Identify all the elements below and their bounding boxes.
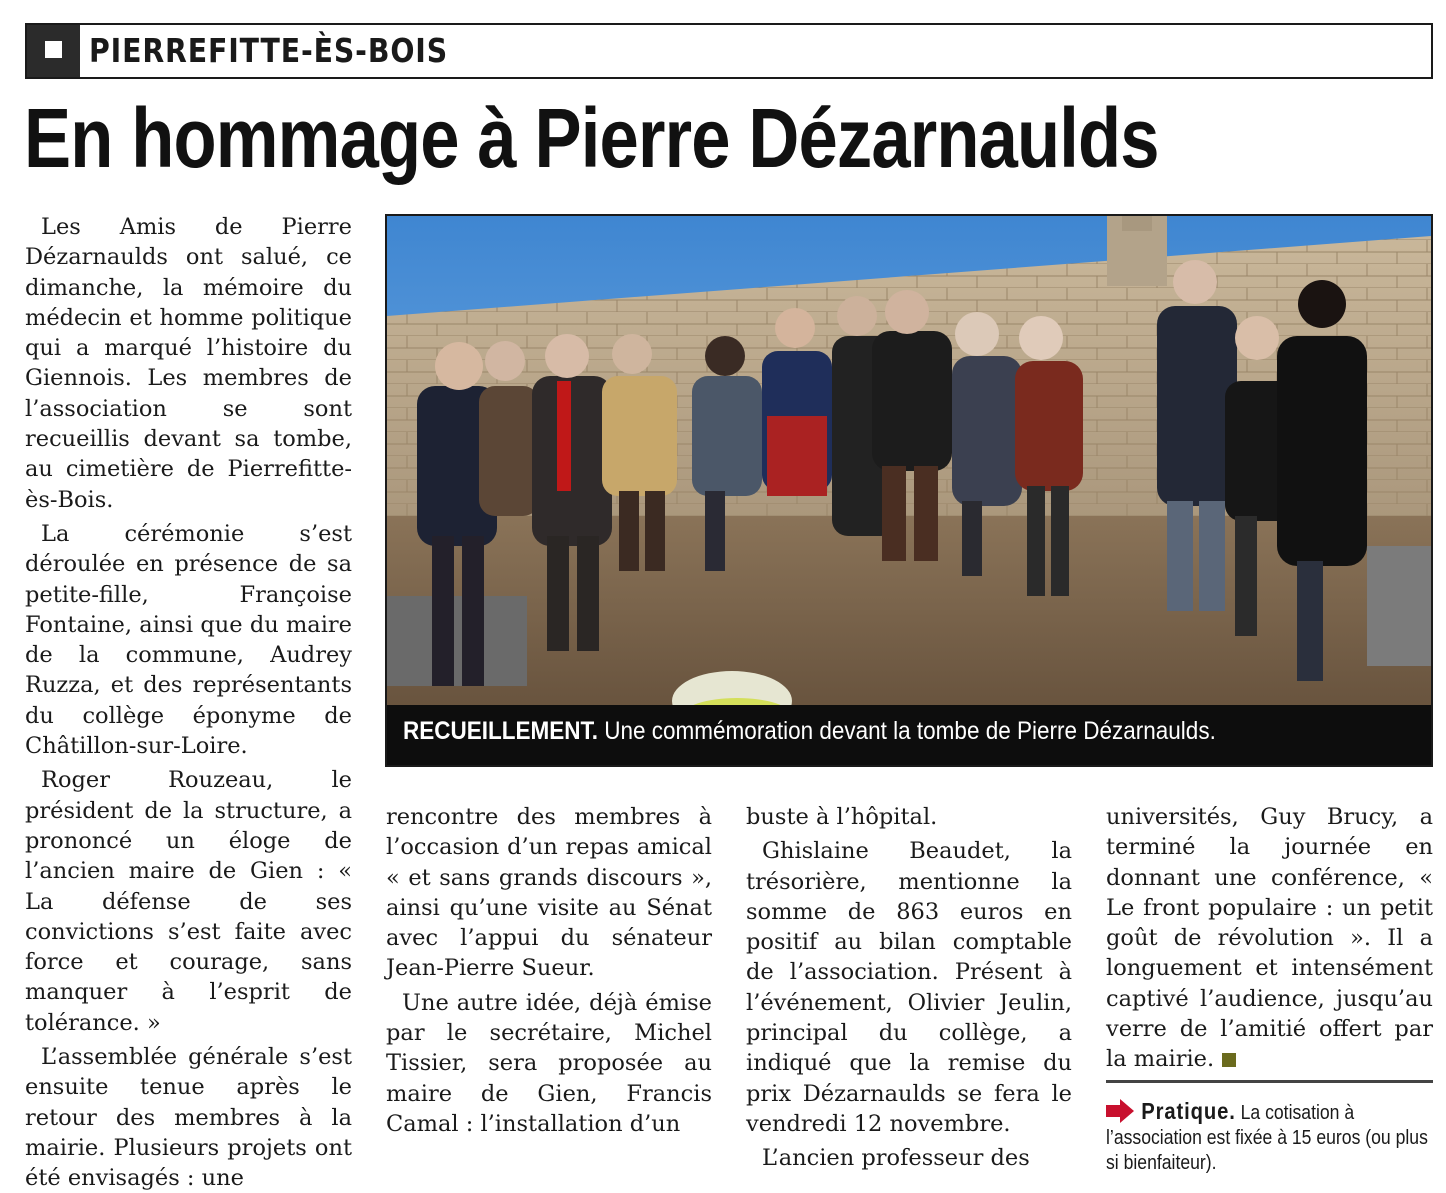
end-of-article-icon [1222,1053,1236,1067]
article-column-1 [25,212,352,1193]
article-column-4 [1106,802,1433,1079]
paragraph-7-continued: universités, Guy Brucy, a terminé la journée en donnant une conférence, « Le front populaire : un petit goût de révolution ». Il a longuement et intensément captivé l’audience, jusqu’au verre de l’amitié offert par la mairie. [1106,804,1433,1073]
section-square-icon [27,25,80,77]
section-label: PIERREFITTE-ÈS-BOIS [89,31,449,70]
paragraph-5: Une autre idée, déjà émise par le secrétaire, Michel Tissier, sera proposée au maire de Gien, Francis Camal : l’installation d’un [386,989,712,1137]
caption-lead: RECUEILLEMENT. [403,717,599,745]
paragraph-2: La cérémonie s’est déroulée en présence de sa petite-fille, Françoise Fontaine, ainsi que du maire de la commune, Audrey Ruzza, et des représentants du collège éponyme de Châtillon-sur-Loire. [25,520,352,760]
headline: En hommage à Pierre Dézarnaulds [24,91,1159,185]
paragraph-1: Les Amis de Pierre Dézarnaulds ont salué, ce dimanche, la mémoire du médecin et homme politique qui a marqué l’histoire du Giennois. Les membres de l’association se sont recueillis devant sa tombe, au cimetière de Pierrefitte-ès-Bois. [25,214,352,513]
article-column-3 [746,802,1072,1178]
photo-caption [387,705,1431,765]
cemetery-group-photo [387,216,1431,765]
paragraph-7: L’ancien professeur des [762,1145,1030,1172]
section-header [25,23,1433,79]
pratique-text: La cotisation à l’association est fixée à 15 euros (ou plus si bienfaiteur). [1106,1102,1428,1174]
paragraph-5-continued: buste à l’hôpital. [746,804,938,830]
paragraph-3: Roger Rouzeau, le président de la structure, a prononcé un éloge de l’ancien maire de Gien : « La défense de ses convictions s’est faite avec force et courage, sans manquer à l’esprit de tolérance. » [25,767,352,1036]
news-photo [385,214,1433,767]
paragraph-6: Ghislaine Beaudet, la trésorière, mentionne la somme de 863 euros en positif au bilan comptable de l’association. Présent à l’événement, Olivier Jeulin, principal du collège, a indiqué que la remise du prix Dézarnaulds se fera le vendredi 12 novembre. [746,838,1072,1137]
paragraph-4: L’assemblée générale s’est ensuite tenue après le retour des membres à la mairie. Plusieurs projets ont été envisagés : une [25,1044,352,1192]
caption-text: Une commémoration devant la tombe de Pierre Dézarnaulds. [598,717,1216,745]
pratique-box [1106,1080,1433,1176]
pratique-lead: Pratique. [1141,1098,1236,1124]
article-column-2 [386,802,712,1143]
paragraph-4-continued: rencontre des membres à l’occasion d’un repas amical « et sans grands discours », ainsi qu’une visite au Sénat avec l’appui du sénateur Jean-Pierre Sueur. [386,804,712,982]
